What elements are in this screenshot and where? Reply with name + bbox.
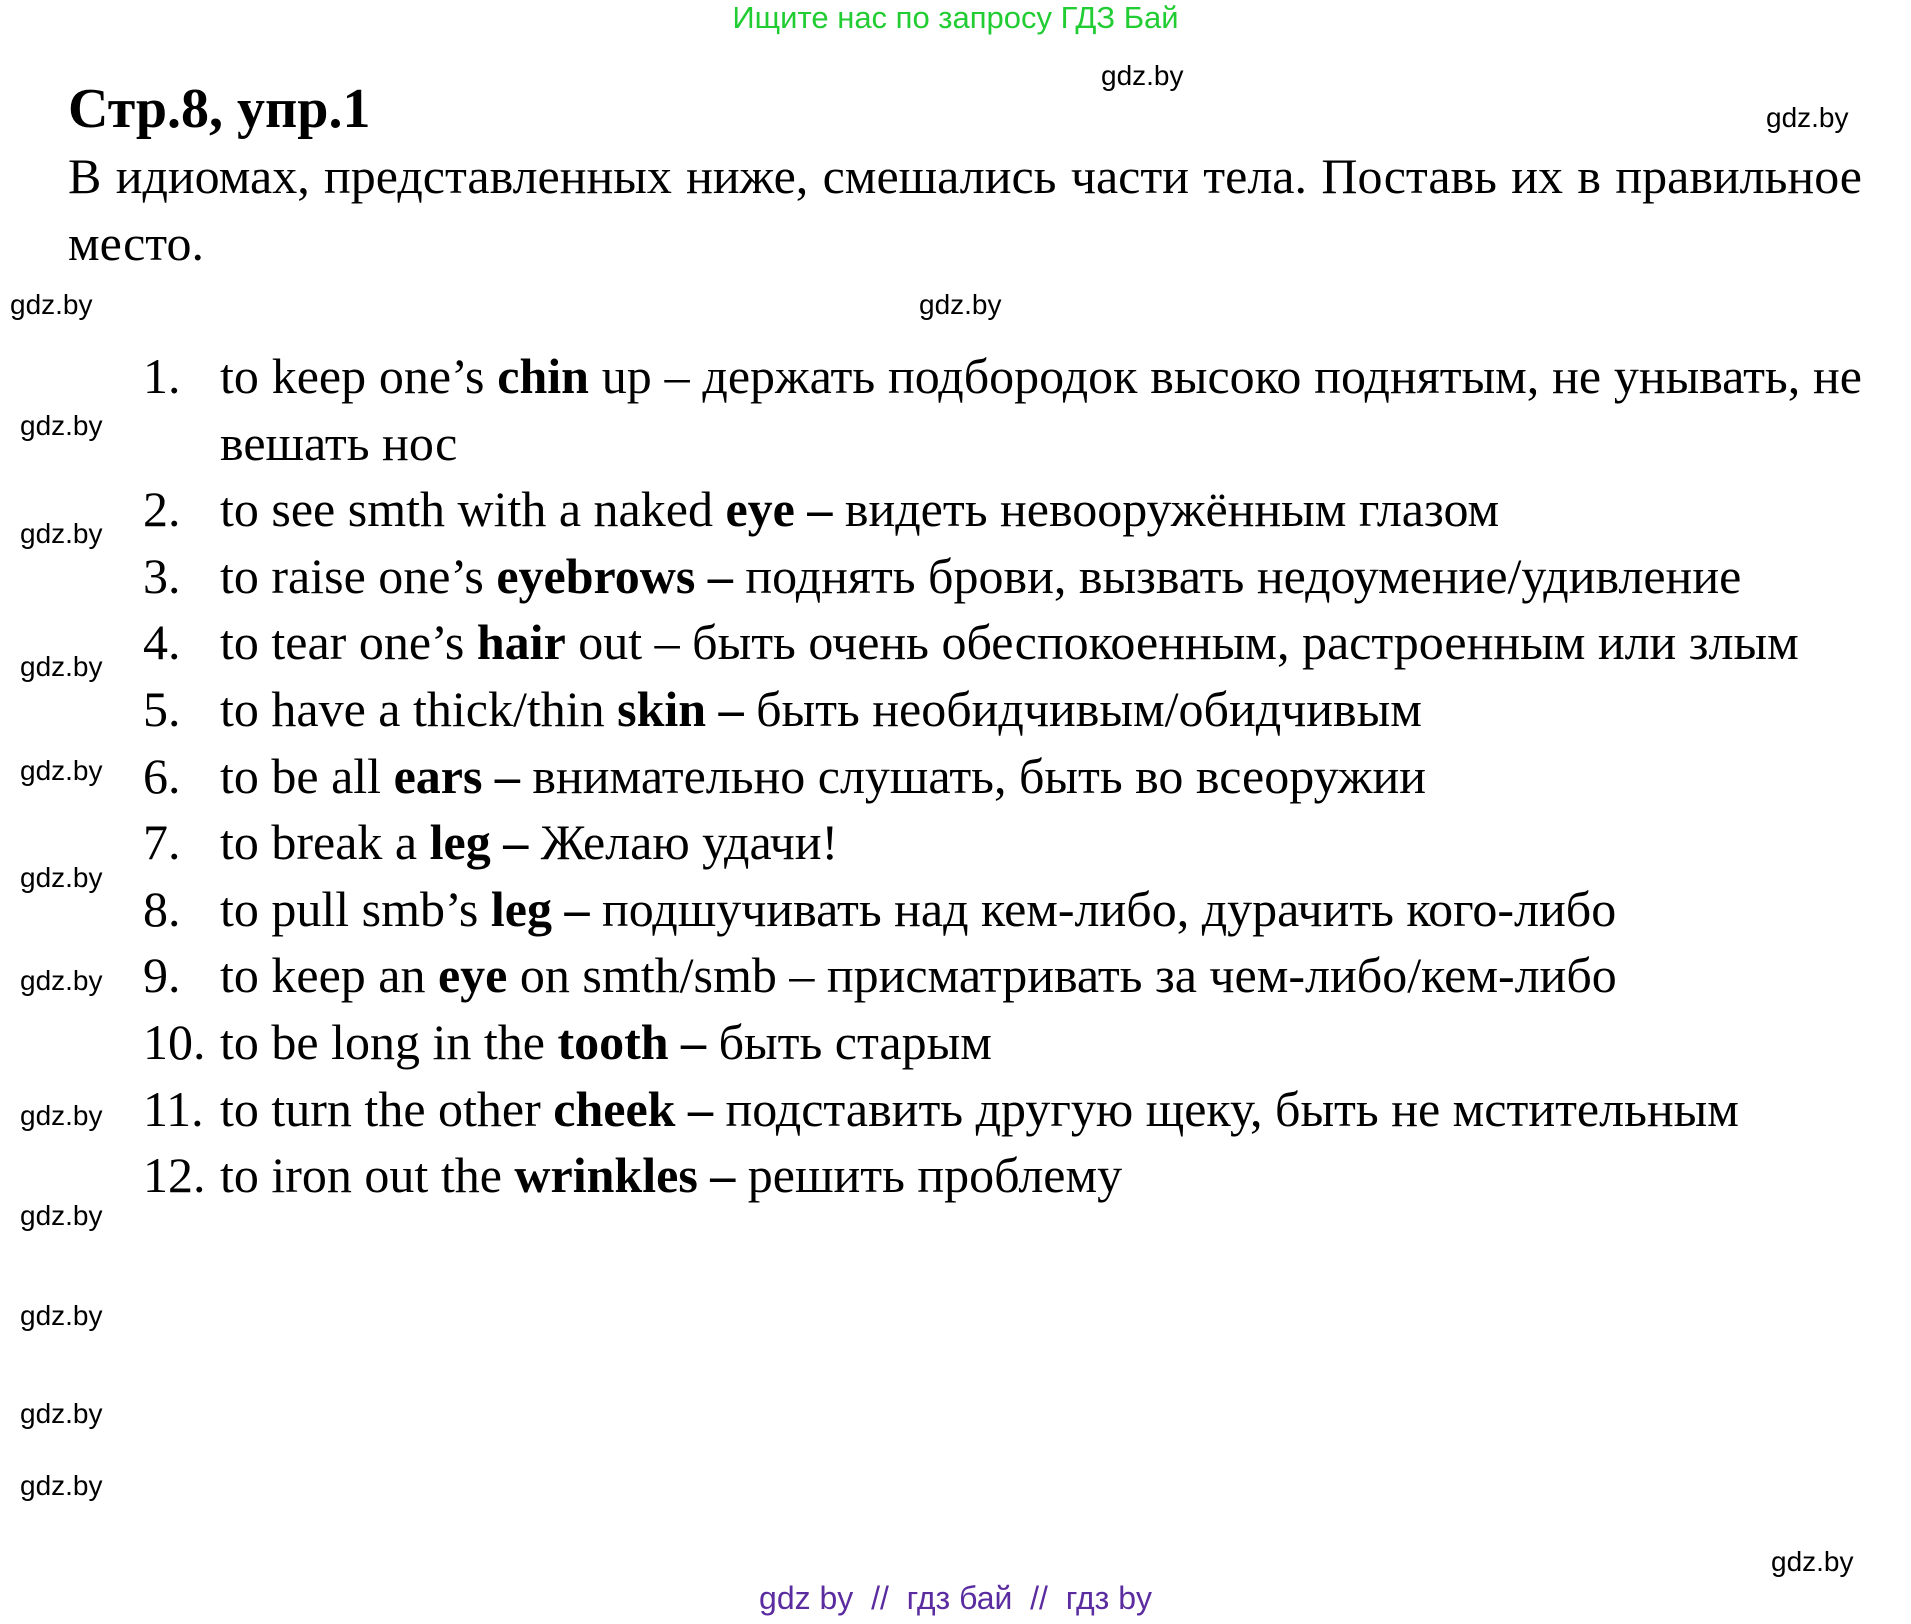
idiom-text <box>220 543 1862 610</box>
footer-watermark: gdz by // гдз бай // гдз by <box>759 1580 1152 1616</box>
idiom-translation: Желаю удачи! <box>528 814 839 871</box>
idiom-item <box>143 1009 1862 1076</box>
idiom-translation: внимательно слушать, быть во всеоружии <box>519 747 1426 804</box>
idiom-prefix: to keep one’s <box>220 348 498 404</box>
idiom-prefix: to pull smb’s <box>220 880 491 937</box>
watermark: gdz.by <box>20 1470 103 1501</box>
body-part-word: leg – <box>429 814 529 871</box>
item-number: 4. <box>143 614 181 671</box>
watermark: gdz.by <box>20 1200 103 1231</box>
item-number: 11. <box>143 1080 204 1137</box>
idiom-prefix: to be all <box>220 747 394 804</box>
idiom-prefix: to turn the other <box>220 1080 554 1137</box>
idiom-prefix: to see smth with a naked <box>220 481 726 538</box>
watermark: gdz.by <box>1766 102 1849 133</box>
idiom-translation: on smth/smb – присматривать за чем-либо/кем-либо <box>507 947 1617 1004</box>
idiom-item <box>143 609 1862 676</box>
idiom-text <box>220 1009 1862 1076</box>
idiom-text <box>220 1076 1862 1143</box>
idiom-item <box>143 343 1862 476</box>
body-part-word: chin <box>497 348 589 404</box>
watermark: gdz.by <box>919 289 1002 320</box>
body-part-word: leg – <box>490 880 590 937</box>
idiom-text <box>220 609 1862 676</box>
idiom-item <box>143 1142 1862 1209</box>
item-number: 12. <box>143 1147 206 1204</box>
item-number: 1. <box>143 348 181 404</box>
item-number: 2. <box>143 481 181 538</box>
watermark: gdz.by <box>20 651 103 682</box>
idiom-text <box>220 676 1862 743</box>
idiom-prefix: to break a <box>220 814 430 871</box>
idiom-text <box>220 876 1862 943</box>
idiom-text <box>220 809 1862 876</box>
idiom-item <box>143 1076 1862 1143</box>
page-title: Стр.8, упр.1 <box>68 78 371 140</box>
idiom-prefix: to iron out the <box>220 1147 515 1204</box>
idiom-prefix: to be long in the <box>220 1013 558 1070</box>
watermark: gdz.by <box>20 862 103 893</box>
exercise-instructions: В идиомах, представленных ниже, смешались части тела. Поставь их в правильное место. <box>68 148 1862 271</box>
idiom-translation: up – держать подбородок высоко поднятым, не унывать, не вешать нос <box>220 348 1862 471</box>
idiom-prefix: to keep an <box>220 947 438 1004</box>
watermark: gdz.by <box>20 755 103 786</box>
idiom-translation: поднять брови, вызвать недоумение/удивление <box>732 547 1742 604</box>
idiom-text <box>220 743 1862 810</box>
idiom-translation: подшучивать над кем-либо, дурачить кого-либо <box>589 880 1617 937</box>
body-part-word: hair <box>476 614 566 671</box>
idiom-item <box>143 476 1862 543</box>
item-number: 10. <box>143 1013 206 1070</box>
idiom-item <box>143 876 1862 943</box>
search-hint-banner: Ищите нас по запросу ГДЗ Бай <box>732 0 1179 35</box>
item-number: 5. <box>143 680 181 737</box>
idiom-prefix: to tear one’s <box>220 614 477 671</box>
idiom-prefix: to have a thick/thin <box>220 680 618 737</box>
idiom-text <box>220 476 1862 543</box>
watermark: gdz.by <box>1771 1546 1854 1577</box>
body-part-word: tooth – <box>557 1013 707 1070</box>
idiom-translation: быть старым <box>706 1013 992 1070</box>
watermark: gdz.by <box>20 1398 103 1429</box>
idiom-translation: подставить другую щеку, быть не мстительным <box>712 1080 1739 1137</box>
body-part-word: eye – <box>725 481 833 538</box>
idiom-item <box>143 942 1862 1009</box>
watermark: gdz.by <box>20 1100 103 1131</box>
idiom-text <box>220 942 1862 1009</box>
idiom-prefix: to raise one’s <box>220 547 497 604</box>
idiom-translation: out – быть очень обеспокоенным, растроенным или злым <box>565 614 1799 671</box>
body-part-word: skin – <box>617 680 744 737</box>
item-number: 7. <box>143 814 181 871</box>
watermark: gdz.by <box>10 289 93 320</box>
idiom-item <box>143 543 1862 610</box>
idiom-translation: решить проблему <box>735 1147 1123 1204</box>
body-part-word: cheek – <box>553 1080 713 1137</box>
watermark: gdz.by <box>1101 60 1184 91</box>
watermark: gdz.by <box>20 965 103 996</box>
idiom-translation: видеть невооружённым глазом <box>832 481 1500 538</box>
idiom-list <box>143 343 1862 1209</box>
body-part-word: wrinkles – <box>514 1147 736 1204</box>
idiom-text <box>220 1142 1862 1209</box>
watermark: gdz.by <box>20 410 103 441</box>
item-number: 8. <box>143 880 181 937</box>
watermark: gdz.by <box>20 1300 103 1331</box>
idiom-item <box>143 809 1862 876</box>
body-part-word: eyebrows – <box>496 547 733 604</box>
item-number: 6. <box>143 747 181 804</box>
body-part-word: ears – <box>393 747 520 804</box>
idiom-translation: быть необидчивым/обидчивым <box>743 680 1422 737</box>
item-number: 9. <box>143 947 181 1004</box>
idiom-item <box>143 743 1862 810</box>
idiom-item <box>143 676 1862 743</box>
idiom-text <box>220 343 1862 476</box>
watermark: gdz.by <box>20 518 103 549</box>
body-part-word: eye <box>437 947 508 1004</box>
item-number: 3. <box>143 547 181 604</box>
